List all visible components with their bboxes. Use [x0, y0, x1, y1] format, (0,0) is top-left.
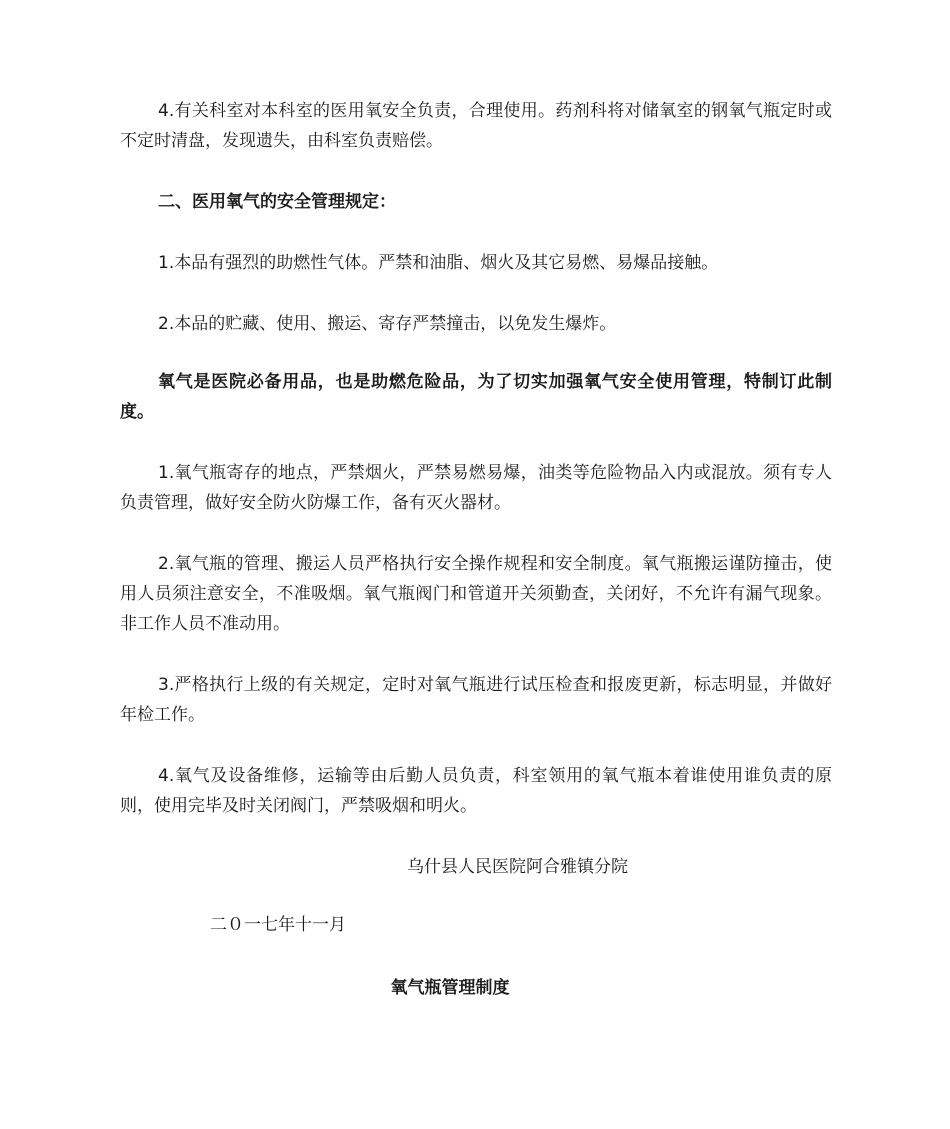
paragraph-handling-rules: 2.氧气瓶的管理、搬运人员严格执行安全操作规程和安全制度。氧气瓶搬运谨防撞击，使用人员须注意安全，不准吸烟。氧气瓶阀门和管道开关须勤查，关闭好，不允许有漏气现象。非工作人员不准动用。: [120, 554, 832, 634]
paragraph-flammable-warning: 1.本品有强烈的助燃性气体。严禁和油脂、烟火及其它易燃、易爆品接触。: [158, 253, 719, 273]
date-line: 二０一七年十一月: [210, 915, 346, 935]
paragraph-hospital-responsibility: 4.有关科室对本科室的医用氧安全负责，合理使用。药剂科将对储氧室的钢氧气瓶定时或不定时清盘，发现遗失，由科室负责赔偿。: [120, 101, 832, 151]
next-section-title: 氧气瓶管理制度: [390, 978, 510, 998]
paragraph-storage-rules: 1.氧气瓶寄存的地点，严禁烟火，严禁易燃易爆，油类等危险物品入内或混放。须有专人负责管理，做好安全防火防爆工作，备有灭火器材。: [120, 463, 832, 513]
signature-line: 乌什县人民医院阿合雅镇分院: [407, 857, 628, 877]
paragraph-policy-purpose: 氧气是医院必备用品，也是助燃危险品，为了切实加强氧气安全使用管理，特制订此制度。: [120, 372, 832, 422]
paragraph-no-impact: 2.本品的贮藏、使用、搬运、寄存严禁撞击，以免发生爆炸。: [158, 314, 617, 334]
paragraph-maintenance-rules: 4.氧气及设备维修，运输等由后勤人员负责，科室领用的氧气瓶本着谁使用谁负责的原则，使用完毕及时关闭阀门，严禁吸烟和明火。: [120, 766, 832, 816]
document-body: [120, 96, 832, 1003]
paragraph-inspection-rules: 3.严格执行上级的有关规定，定时对氧气瓶进行试压检查和报废更新，标志明显，并做好年检工作。: [120, 675, 832, 725]
section-heading-oxygen-safety: 二、医用氧气的安全管理规定：: [158, 192, 396, 212]
